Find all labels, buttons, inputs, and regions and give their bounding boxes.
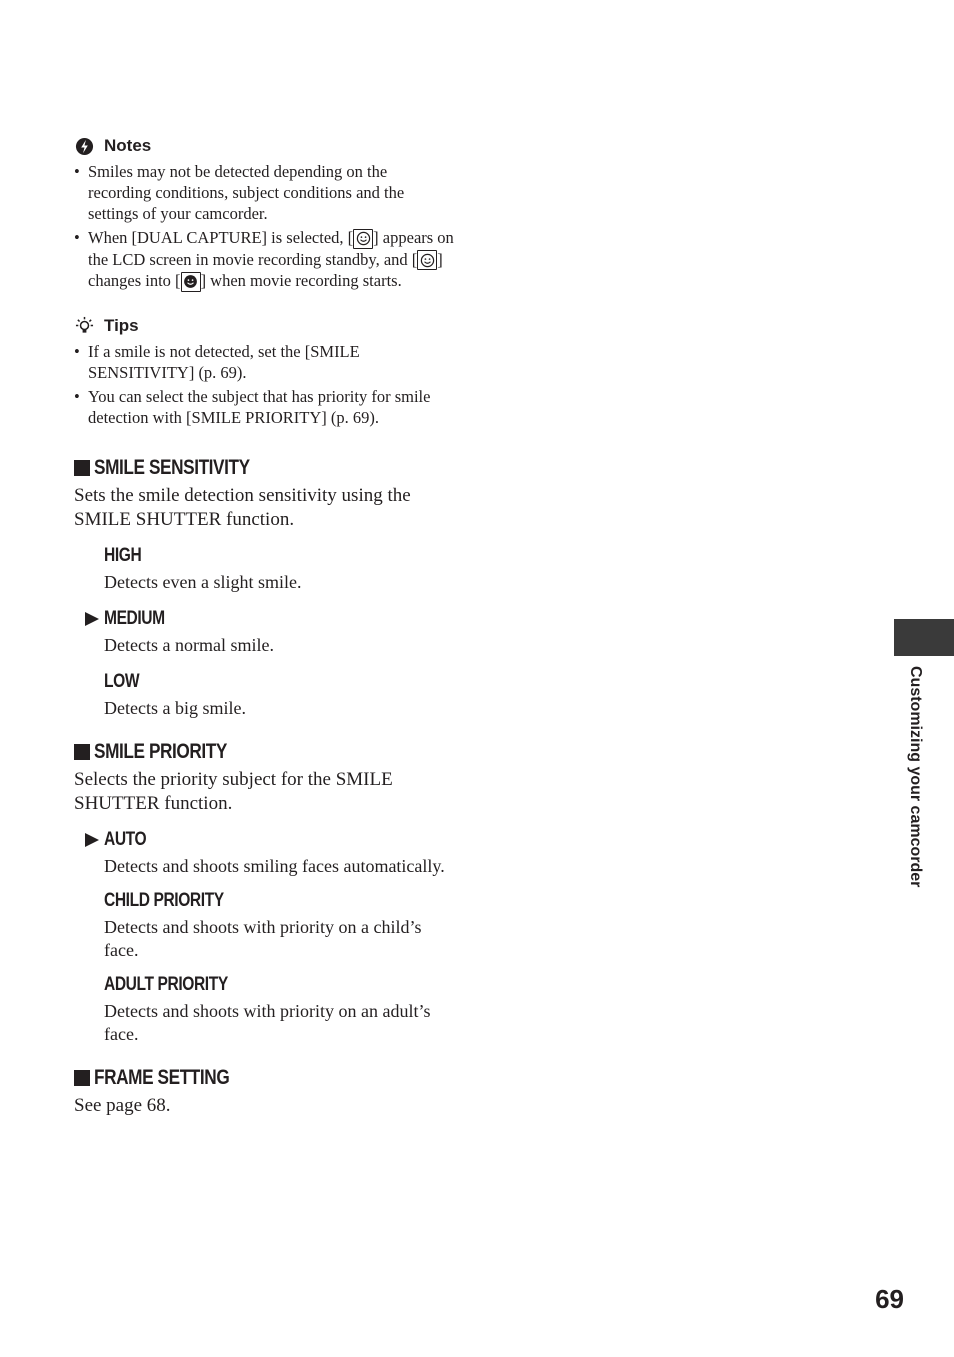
tips-title: Tips [104,315,139,335]
option-adult-priority: ADULT PRIORITY Detects and shoots with priority on an adult’s face. [104,973,431,1044]
notes-title: Notes [104,136,152,155]
tips-list [74,341,454,428]
page-number: 69 [875,1284,904,1314]
default-setting-arrow-icon [85,833,99,847]
tip-item-2: • You can select the subject that has priority for smile detection with [SMILE PRIORITY] (p. 69). [74,386,454,428]
section-heading-frame-setting: FRAME SETTING [74,1064,454,1092]
chapter-tab [894,619,954,656]
chapter-side-label: Customizing your camcorder [907,666,924,888]
option-child-priority: CHILD PRIORITY Detects and shoots with priority on a child’s face. [104,889,422,960]
section-square-icon [74,1070,90,1086]
note-item-2: • When [DUAL CAPTURE] is selected, [ ] appears on the LCD screen in movie recording standby, and [ ] changes into [ ] when movie recording starts. [74,227,454,292]
section-desc-smile-priority: Selects the priority subject for the SMILE SHUTTER function. [74,768,393,814]
section-heading-smile-priority: SMILE PRIORITY [74,738,454,766]
default-setting-arrow-icon [85,612,99,626]
option-auto: AUTO Detects and shoots smiling faces automatically. [104,828,454,878]
option-high: HIGH Detects even a slight smile. [104,544,302,592]
section-desc-smile-sensitivity: Sets the smile detection sensitivity using the SMILE SHUTTER function. [74,484,411,530]
note-item-1: • Smiles may not be detected depending on the recording conditions, subject conditions and the settings of your camcorder. [74,161,454,224]
option-medium: MEDIUM Detects a normal smile. [104,607,454,657]
notes-icon [74,136,94,156]
tip-item-1: • If a smile is not detected, set the [SMILE SENSITIVITY] (p. 69). [74,341,454,383]
smile-shutter-icon [353,229,373,249]
section-square-icon [74,460,90,476]
smile-shutter-recording-icon [181,272,201,292]
content-column [74,134,454,1118]
lightbulb-icon [74,316,94,336]
notes-list [74,161,454,292]
section-heading-smile-sensitivity: SMILE SENSITIVITY [74,454,454,482]
tips-heading [74,314,454,338]
section-square-icon [74,744,90,760]
notes-heading [74,134,454,158]
smile-shutter-icon [417,250,437,270]
section-desc-frame-setting: See page 68. [74,1094,171,1116]
option-low: LOW Detects a big smile. [104,670,246,718]
